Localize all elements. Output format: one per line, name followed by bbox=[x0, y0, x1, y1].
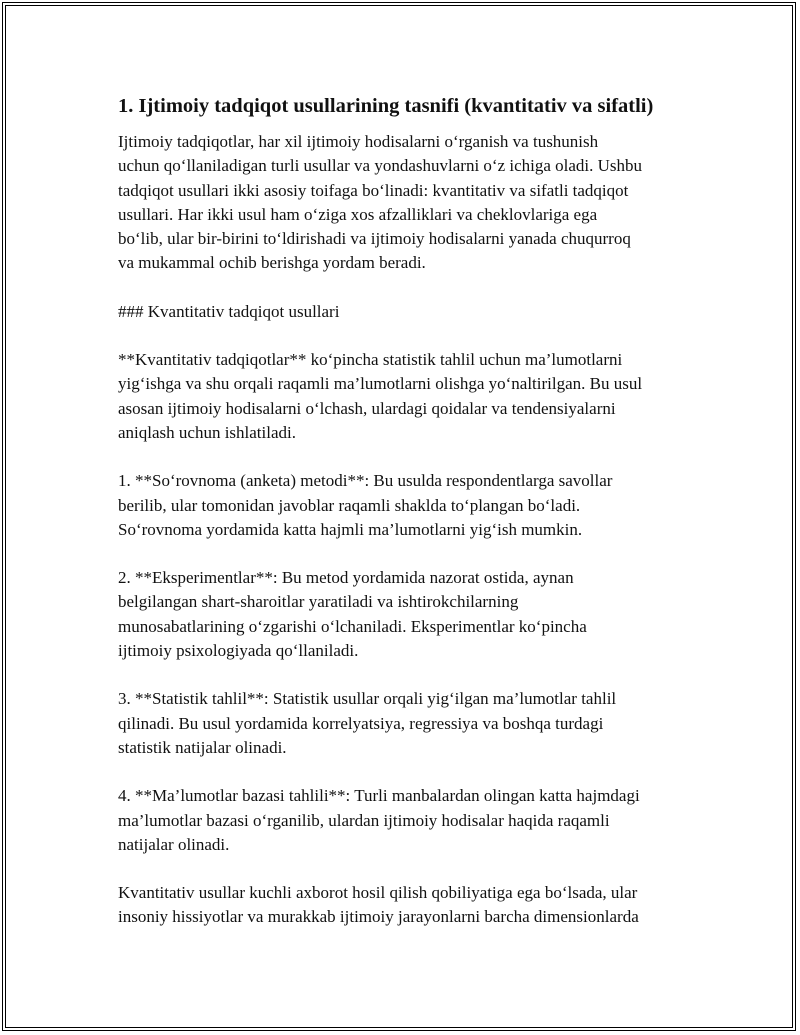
kvantitativ-definition-paragraph: **Kvantitativ tadqiqotlar** ko‘pincha statistik tahlil uchun ma’lumotlarni yig‘ishga va shu orqali raqamli ma’lumotlarni olishga yo‘naltirilgan. Bu usul asosan ijtimoiy hodisalarni o‘lchash, ulardagi qoidalar va tendensiyalarni aniqlash uchun ishlatiladi. bbox=[118, 350, 643, 442]
list-item-eksperimentlar: 2. **Eksperimentlar**: Bu metod yordamida nazorat ostida, aynan belgilangan shart-sharoitlar yaratiladi va ishtirokchilarning munosabatlarining o‘zgarishi o‘lchaniladi. Eksperimentlar ko‘pincha ijtimoiy psixologiyada qo‘llaniladi. bbox=[118, 568, 587, 661]
section-heading-kvantitativ: ### Kvantitativ tadqiqot usullari bbox=[118, 301, 340, 321]
list-item-statistik-tahlil: 3. **Statistik tahlil**: Statistik usullar orqali yig‘ilgan ma’lumotlar tahlil qilinadi. Bu usul yordamida korrelyatsiya, regressiya va boshqa turdagi statistik natijalar olinadi. bbox=[118, 689, 617, 757]
document-body bbox=[118, 92, 698, 954]
intro-paragraph: Ijtimoiy tadqiqotlar, har xil ijtimoiy hodisalarni o‘rganish va tushunish uchun qo‘llaniladigan turli usullar va yondashuvlarni o‘z ichiga oladi. Ushbu tadqiqot usullari ikki asosiy toifaga bo‘linadi: kvantitativ va sifatli tadqiqot usullari. Har ikki usul ham o‘ziga xos afzalliklari va cheklovlariga ega bo‘lib, ular bir-birini to‘ldirishadi va ijtimoiy hodisalarni yanada chuqurroq va mukammal ochib berishga yordam beradi. bbox=[118, 132, 643, 273]
closing-paragraph: Kvantitativ usullar kuchli axborot hosil qilish qobiliyatiga ega bo‘lsada, ular insoniy hissiyotlar va murakkab ijtimoiy jarayonlarni barcha dimensionlarda bbox=[118, 883, 639, 927]
document-title: 1. Ijtimoiy tadqiqot usullarining tasnifi (kvantitativ va sifatli) bbox=[118, 95, 654, 117]
list-item-sorovnoma: 1. **So‘rovnoma (anketa) metodi**: Bu usulda respondentlarga savollar berilib, ular tomonidan javoblar raqamli shaklda to‘plangan bo‘ladi. So‘rovnoma yordamida katta hajmli ma’lumotlarni yig‘ish mumkin. bbox=[118, 471, 613, 539]
list-item-malumotlar-bazasi: 4. **Ma’lumotlar bazasi tahlili**: Turli manbalardan olingan katta hajmdagi ma’lumotlar bazasi o‘rganilib, ulardan ijtimoiy hodisalar haqida raqamli natijalar olinadi. bbox=[118, 786, 640, 854]
